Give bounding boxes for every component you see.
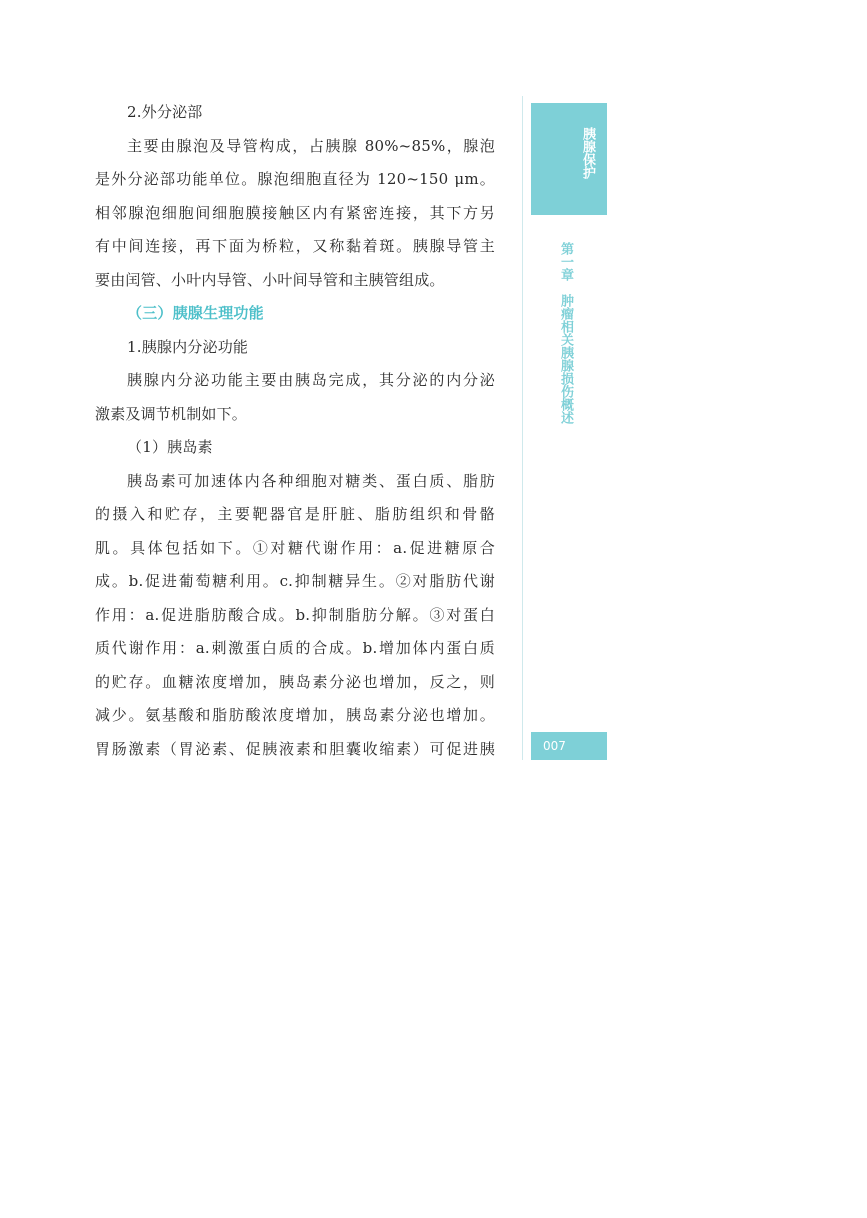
paragraph-line: 的摄入和贮存，主要靶器官是肝脏、脂肪组织和骨骼 xyxy=(95,505,495,523)
subsection-heading-endocrine: 1.胰腺内分泌功能 xyxy=(127,337,249,356)
page-body-text xyxy=(95,96,495,766)
book-title: 胰腺保护 xyxy=(580,127,595,179)
chapter-title: 第一章 肿瘤相关胰腺损伤概述 xyxy=(558,242,573,424)
paragraph-line: 激素及调节机制如下。 xyxy=(95,404,248,423)
paragraph-line: 减少。氨基酸和脂肪酸浓度增加，胰岛素分泌也增加。 xyxy=(95,706,495,724)
paragraph-line: 作用：a.促进脂肪酸合成。b.抑制脂肪分解。③对蛋白 xyxy=(95,605,495,624)
subsection-heading-insulin: （1）胰岛素 xyxy=(127,438,213,456)
paragraph-line: 要由闰管、小叶内导管、小叶间导管和主胰管组成。 xyxy=(95,270,445,289)
paragraph-line: 是外分泌部功能单位。腺泡细胞直径为 120~150 μm。 xyxy=(95,170,495,188)
paragraph-line: 质代谢作用：a.刺激蛋白质的合成。b.增加体内蛋白质 xyxy=(95,639,495,657)
paragraph-line: 胃肠激素（胃泌素、促胰液素和胆囊收缩素）可促进胰 xyxy=(95,739,495,758)
section-heading-physiology: （三）胰腺生理功能 xyxy=(127,304,264,322)
book-title-tab xyxy=(531,103,607,215)
paragraph-line: 肌。具体包括如下。①对糖代谢作用：a.促进糖原合 xyxy=(95,538,495,557)
paragraph-line: 胰腺内分泌功能主要由胰岛完成，其分泌的内分泌 xyxy=(127,371,495,389)
paragraph-line: 的贮存。血糖浓度增加，胰岛素分泌也增加，反之，则 xyxy=(95,672,495,691)
paragraph-line: 主要由腺泡及导管构成，占胰腺 80%~85%，腺泡 xyxy=(127,136,495,155)
margin-divider xyxy=(522,96,523,760)
subsection-heading-exocrine: 2.外分泌部 xyxy=(127,103,203,121)
page-number: 007 xyxy=(543,739,566,753)
paragraph-line: 有中间连接，再下面为桥粒，又称黏着斑。胰腺导管主 xyxy=(95,237,495,255)
paragraph-line: 胰岛素可加速体内各种细胞对糖类、蛋白质、脂肪 xyxy=(127,471,495,490)
page-number-badge xyxy=(531,732,607,760)
paragraph-line: 相邻腺泡细胞间细胞膜接触区内有紧密连接，其下方另 xyxy=(95,203,495,222)
paragraph-line: 成。b.促进葡萄糖利用。c.抑制糖异生。②对脂肪代谢 xyxy=(95,572,495,590)
